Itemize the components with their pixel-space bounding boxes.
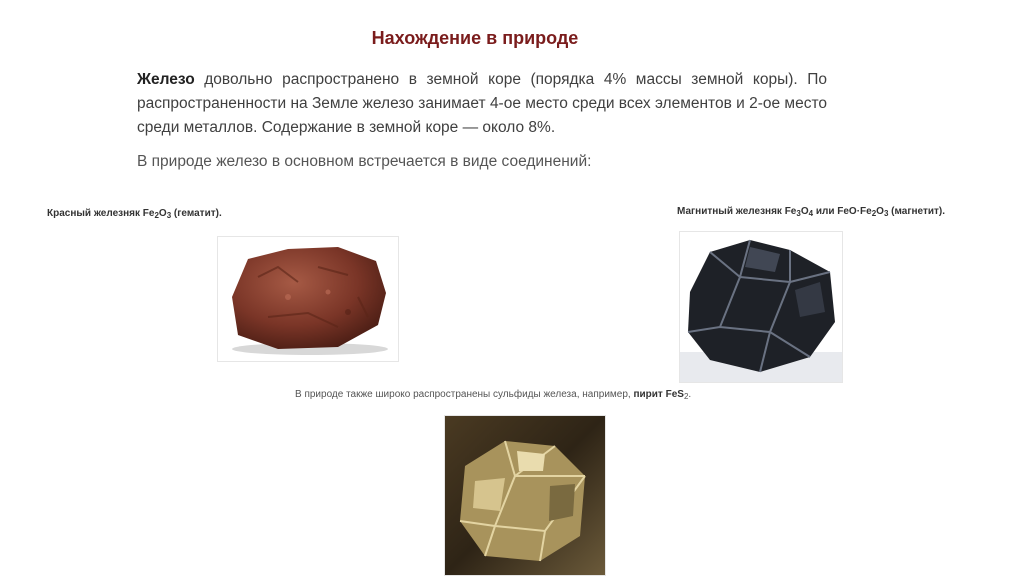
magnetite-subscript: 3 bbox=[883, 209, 889, 218]
pyrite-subscript: 2 bbox=[683, 392, 689, 401]
magnetite-caption-part: Магнитный железняк Fe bbox=[677, 206, 797, 217]
magnetite-caption-part: O bbox=[800, 206, 809, 217]
hematite-image bbox=[217, 236, 399, 362]
hematite-caption-part: Красный железняк Fe bbox=[47, 208, 155, 219]
pyrite-note-end: . bbox=[688, 389, 692, 400]
intro-bold-term: Железо bbox=[137, 71, 195, 88]
magnetite-subscript: 2 bbox=[871, 209, 877, 218]
hematite-caption-part: O bbox=[158, 208, 167, 219]
magnetite-caption-part: O bbox=[876, 206, 884, 217]
magnetite-caption-part: или FeO·Fe bbox=[813, 206, 872, 217]
magnetite-caption bbox=[677, 206, 945, 218]
magnetite-subscript: 3 bbox=[796, 209, 801, 218]
hematite-subscript: 2 bbox=[154, 211, 159, 220]
magnetite-caption-part: (магнетит). bbox=[888, 206, 946, 217]
magnetite-subscript: 4 bbox=[808, 209, 814, 218]
page-title: Нахождение в природе bbox=[371, 28, 579, 48]
hematite-caption bbox=[47, 208, 222, 220]
hematite-caption-part: (гематит). bbox=[171, 208, 222, 219]
magnetite-image bbox=[679, 231, 843, 383]
pyrite-note bbox=[295, 389, 691, 401]
compounds-intro: В природе железо в основном встречается в виде соединений: bbox=[137, 153, 592, 170]
pyrite-note-bold: пирит FeS bbox=[633, 389, 684, 400]
pyrite-image bbox=[444, 415, 606, 576]
intro-text: довольно распространено в земной коре (порядка 4% массы земной коры). По распространенности на Земле железо занимает 4-ое место среди всех элементов и 2-ое место среди металлов. Содержание в земной коре — около 8%. bbox=[137, 71, 827, 136]
pyrite-note-text: В природе также широко распространены сульфиды железа, например, bbox=[295, 389, 634, 400]
hematite-subscript: 3 bbox=[166, 211, 172, 220]
intro-paragraph bbox=[137, 68, 827, 140]
